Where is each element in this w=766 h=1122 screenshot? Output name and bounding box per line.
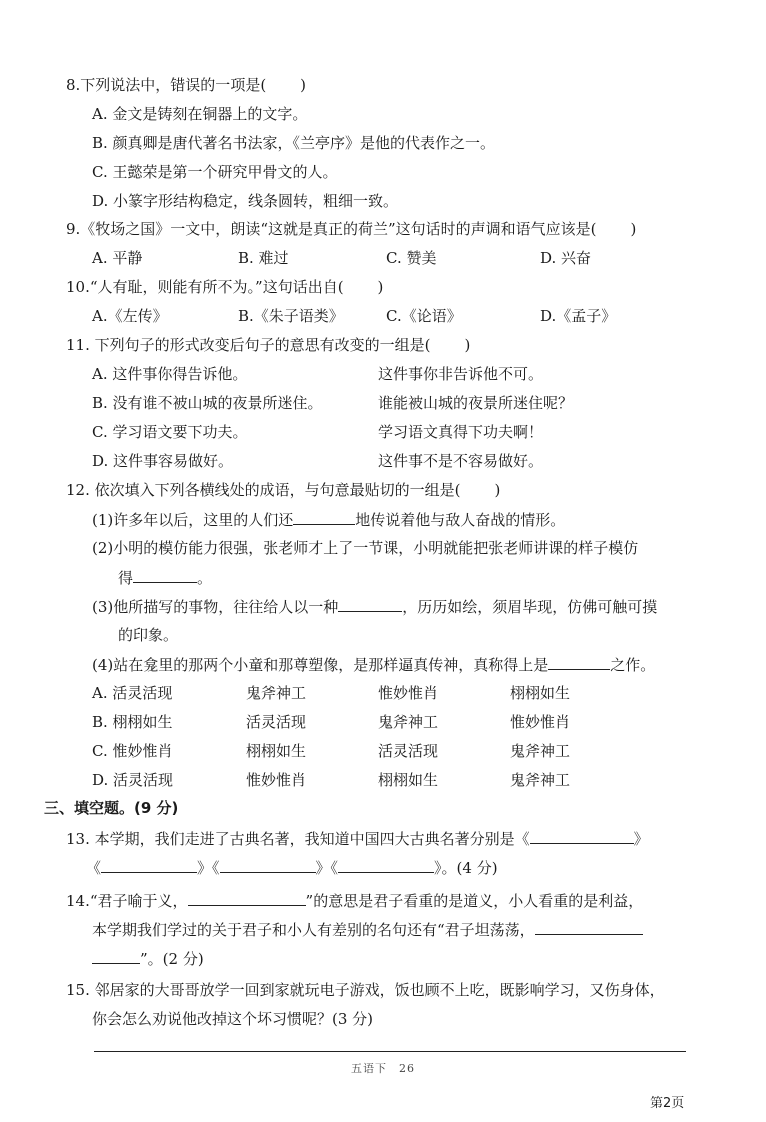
q11-row-c-left: C. 学习语文要下功夫。	[92, 423, 248, 441]
q12-row-c-2: 栩栩如生	[246, 742, 307, 760]
q8-option-b: B. 颜真卿是唐代著名书法家，《兰亭序》是他的代表作之一。	[92, 134, 496, 152]
q11-row-a-left: A. 这件事你得告诉他。	[92, 365, 248, 383]
q10-option-a: A.《左传》	[92, 307, 168, 325]
question-9-stem: 9.《牧场之国》一文中，朗读“这就是真正的荷兰”这句话时的声调和语气应该是( )	[66, 220, 637, 238]
q12-row-d-4: 鬼斧神工	[510, 771, 571, 789]
question-12-stem: 12. 依次填入下列各横线处的成语，与句意最贴切的一组是( )	[66, 481, 501, 499]
q12-sentence-2: (2)小明的模仿能力很强，张老师才上了一节课，小明就能把张老师讲课的样子模仿	[92, 539, 639, 557]
page-number: 第2页	[650, 1096, 685, 1111]
q12-blank-3[interactable]	[338, 596, 402, 612]
q12-sentence-4: (4)站在龛里的那两个小童和那尊塑像，是那样逼真传神，真称得上是 之作。	[92, 656, 656, 674]
q12-sentence-1: (1)许多年以后，这里的人们还 地传说着他与敌人奋战的情形。	[92, 511, 566, 529]
q12-row-c-4: 鬼斧神工	[510, 742, 571, 760]
q8-option-c: C. 王懿荣是第一个研究甲骨文的人。	[92, 163, 338, 181]
q12-row-a-4: 栩栩如生	[510, 684, 571, 702]
question-13-line-1: 13. 本学期，我们走进了古典名著，我知道中国四大古典名著分别是《 》	[66, 830, 649, 848]
q13-blank-2[interactable]	[101, 857, 197, 873]
question-15-line-1: 15. 邻居家的大哥哥放学一回到家就玩电子游戏，饭也顾不上吃，既影响学习，又伤身体，	[66, 981, 665, 999]
q14-blank-2b[interactable]	[92, 948, 140, 964]
q10-option-b: B.《朱子语类》	[238, 307, 344, 325]
q14-blank-1[interactable]	[188, 890, 306, 906]
q12-row-d-1: D. 活灵活现	[92, 771, 174, 789]
q11-row-d-left: D. 这件事容易做好。	[92, 452, 234, 470]
question-14-line-3: ”。(2 分)	[92, 948, 204, 969]
q8-option-d: D. 小篆字形结构稳定，线条圆转，粗细一致。	[92, 192, 399, 210]
q12-blank-1[interactable]	[293, 509, 355, 525]
q12-row-a-2: 鬼斧神工	[246, 684, 307, 702]
question-8-stem: 8.下列说法中，错误的一项是( )	[66, 76, 307, 94]
q11-row-a-right: 这件事你非告诉他不可。	[378, 365, 544, 383]
q9-option-d: D. 兴奋	[540, 249, 592, 267]
question-14-line-1: 14.“君子喻于义， ”的意思是君子看重的是道义，小人看重的是利益，	[66, 892, 644, 910]
q12-sentence-2-cont: 得 。	[118, 569, 213, 587]
q12-sentence-3: (3)他所描写的事物，往往给人以一种 ，历历如绘，须眉毕现，仿佛可触可摸	[92, 598, 658, 616]
q12-blank-2[interactable]	[133, 567, 197, 583]
q10-option-c: C.《论语》	[386, 307, 462, 325]
section-3-heading: 三、填空题。(9 分)	[44, 799, 179, 817]
q14-blank-2a[interactable]	[535, 919, 643, 935]
q11-row-d-right: 这件事不是不容易做好。	[378, 452, 544, 470]
q12-row-b-4: 惟妙惟肖	[510, 713, 571, 731]
q12-row-b-1: B. 栩栩如生	[92, 713, 173, 731]
q12-row-b-2: 活灵活现	[246, 713, 307, 731]
q11-row-b-left: B. 没有谁不被山城的夜景所迷住。	[92, 394, 323, 412]
question-14-line-2: 本学期我们学过的关于君子和小人有差别的名句还有“君子坦荡荡，	[92, 919, 643, 940]
q11-row-c-right: 学习语文真得下功夫啊！	[378, 423, 544, 441]
q13-blank-1[interactable]	[530, 828, 634, 844]
q12-row-c-1: C. 惟妙惟肖	[92, 742, 173, 760]
question-11-stem: 11. 下列句子的形式改变后句子的意思有改变的一组是( )	[66, 336, 471, 354]
q12-row-b-3: 鬼斧神工	[378, 713, 439, 731]
q9-option-c: C. 赞美	[386, 249, 437, 267]
answer-line[interactable]	[94, 1051, 686, 1052]
q12-blank-4[interactable]	[548, 654, 610, 670]
q12-row-c-3: 活灵活现	[378, 742, 439, 760]
q12-row-a-1: A. 活灵活现	[92, 684, 173, 702]
q8-option-a: A. 金文是铸刻在铜器上的文字。	[92, 105, 308, 123]
q11-row-b-right: 谁能被山城的夜景所迷住呢？	[378, 394, 574, 412]
q9-option-b: B. 难过	[238, 249, 289, 267]
q12-row-d-2: 惟妙惟肖	[246, 771, 307, 789]
question-13-line-2: 《 》《 》《 》。(4 分)	[86, 859, 498, 877]
page-footer: 五语下 26	[351, 1062, 415, 1075]
question-10-stem: 10.“人有耻，则能有所不为。”这句话出自( )	[66, 278, 384, 296]
q13-blank-4[interactable]	[338, 857, 434, 873]
q12-sentence-3-cont: 的印象。	[118, 626, 179, 644]
question-15-line-2: 你会怎么劝说他改掉这个坏习惯呢？(3 分)	[92, 1010, 374, 1028]
q13-blank-3[interactable]	[220, 857, 316, 873]
q12-row-a-3: 惟妙惟肖	[378, 684, 439, 702]
q10-option-d: D.《孟子》	[540, 307, 617, 325]
q9-option-a: A. 平静	[92, 249, 143, 267]
q12-row-d-3: 栩栩如生	[378, 771, 439, 789]
